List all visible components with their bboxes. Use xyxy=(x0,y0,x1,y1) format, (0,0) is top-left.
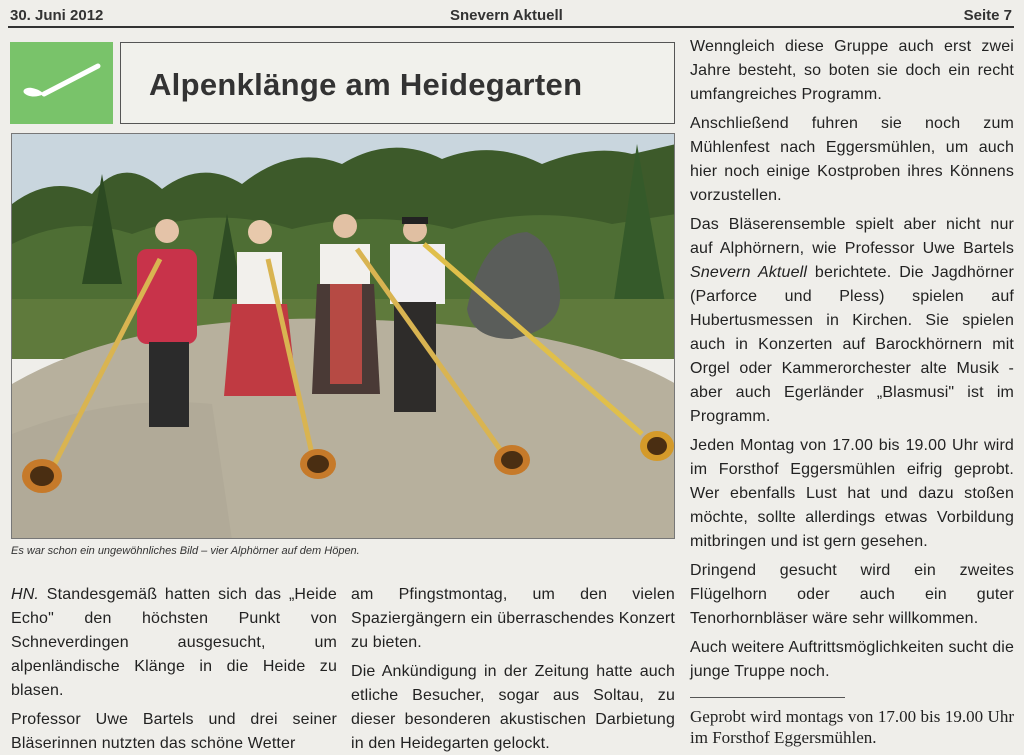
article-paragraph: Wenngleich diese Gruppe auch erst zwei Jahre besteht, so boten sie doch ein recht umfangreiches Programm. xyxy=(690,38,1014,103)
section-tag xyxy=(10,42,113,124)
article-paragraph: am Pfingstmontag, um den vielen Spaziergängern ein überraschendes Konzert zu bieten. xyxy=(351,586,675,651)
article-paragraph: Anschließend fuhren sie noch zum Mühlenfest nach Eggersmühlen, um auch hier noch einige Kostproben ihres Könnens vorzustellen. xyxy=(690,115,1014,204)
article-title: Alpenklänge am Heidegarten xyxy=(149,67,583,102)
issue-date: 30. Juni 2012 xyxy=(10,7,104,24)
article-paragraph: Dringend gesucht wird ein zweites Flügelhorn oder auch ein guter Tenorhornbläser wäre sehr willkommen. xyxy=(690,562,1014,627)
paragraph-text: berichtete. Die Jagdhörner (Parforce und Pless) spielen auf Hubertusmessen in Kirchen. Sie spielen auch in Konzerten auf Barockhörnern mit Orgel oder Kammerorchester alte Musik - aber auch Egerländer „Blasmusi" ist im Programm. xyxy=(690,264,1014,425)
alphorn-players-image xyxy=(12,134,675,539)
article-paragraph xyxy=(11,583,337,703)
article-paragraph: Professor Uwe Bartels und drei seiner Bläserinnen nutzten das schöne Wetter xyxy=(11,711,337,752)
article-paragraph xyxy=(690,213,1014,429)
article-column-left xyxy=(11,583,337,755)
author-initials: HN. xyxy=(11,586,40,603)
alphorn-icon xyxy=(10,42,113,124)
article-paragraph: Auch weitere Auftrittsmöglichkeiten sucht die junge Truppe noch. xyxy=(690,639,1014,680)
article-paragraph: Jeden Montag von 17.00 bis 19.00 Uhr wird im Forsthof Eggersmühlen eifrig geprobt. Wer ebenfalls Lust hat und dazu stoßen möchte, sollte allerdings etwas Vorbildung mitbringen und ist gern gesehen. xyxy=(690,437,1014,550)
paragraph-text: Das Bläserensemble spielt aber nicht nur auf Alphörnern, wie Professor Uwe Bartels xyxy=(690,216,1014,257)
headline-box xyxy=(120,42,675,124)
newspaper-name: Snevern Aktuell xyxy=(450,7,563,24)
paragraph-text: Standesgemäß hatten sich das „Heide Echo" den höchsten Punkt von Schneverdingen ausgesucht, um alpenländische Klänge in die Heide zu blasen. xyxy=(11,586,337,699)
page-number: Seite 7 xyxy=(963,7,1012,24)
article-paragraph: Die Ankündigung in der Zeitung hatte auch etliche Besucher, sogar aus Soltau, zu dieser besonderen akustischen Darbietung in den Heidegarten gelockt. xyxy=(351,663,675,752)
photo-caption: Es war schon ein ungewöhnliches Bild – vier Alphörner auf dem Höpen. xyxy=(11,545,360,557)
page-header xyxy=(8,6,1014,28)
divider-line xyxy=(690,697,845,698)
article-column-middle xyxy=(351,583,675,755)
info-note: Geprobt wird montags von 17.00 bis 19.00 Uhr im Forsthof Eggersmühlen. xyxy=(690,707,1014,747)
newspaper-reference: Snevern Aktuell xyxy=(690,264,808,281)
article-photo xyxy=(11,133,675,539)
article-column-right xyxy=(690,35,1014,689)
